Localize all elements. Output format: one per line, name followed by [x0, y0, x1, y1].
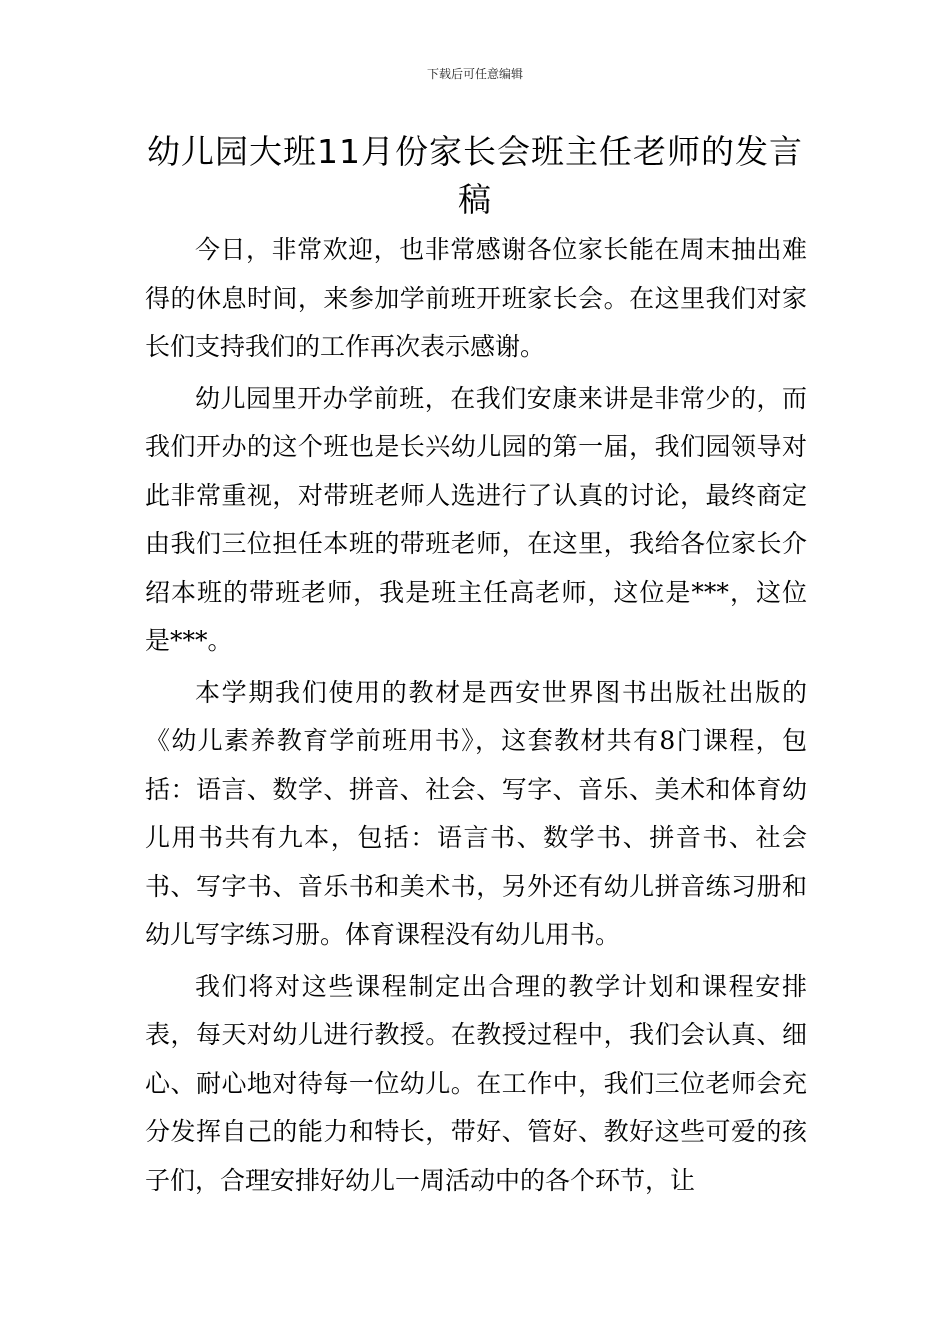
document-body — [145, 226, 807, 1208]
paragraph-1: 今日，非常欢迎，也非常感谢各位家长能在周末抽出难得的休息时间，来参加学前班开班家长会。在这里我们对家长们支持我们的工作再次表示感谢。 — [145, 235, 807, 361]
paragraph-2: 幼儿园里开办学前班，在我们安康来讲是非常少的，而我们开办的这个班也是长兴幼儿园的第一届，我们园领导对此非常重视，对带班老师人选进行了认真的讨论，最终商定由我们三位担任本班的带班老师，在这里，我给各位家长介绍本班的带班老师，我是班主任高老师，这位是***，这位是***。 — [145, 383, 807, 655]
paragraph-4: 我们将对这些课程制定出合理的教学计划和课程安排表，每天对幼儿进行教授。在教授过程中，我们会认真、细心、耐心地对待每一位幼儿。在工作中，我们三位老师会充分发挥自己的能力和特长，带好、管好、教好这些可爱的孩子们，合理安排好幼儿一周活动中的各个环节，让 — [145, 971, 807, 1195]
document-title: 幼儿园大班11月份家长会班主任老师的发言稿 — [147, 132, 803, 219]
paragraph-3: 本学期我们使用的教材是西安世界图书出版社出版的《幼儿素养教育学前班用书》，这套教材共有8门课程，包括：语言、数学、拼音、社会、写字、音乐、美术和体育幼儿用书共有九本，包括：语言书、数学书、拼音书、社会书、写字书、音乐书和美术书，另外还有幼儿拼音练习册和幼儿写字练习册。体育课程没有幼儿用书。 — [145, 677, 807, 949]
header-note: 下载后可任意编辑 — [426, 67, 523, 81]
